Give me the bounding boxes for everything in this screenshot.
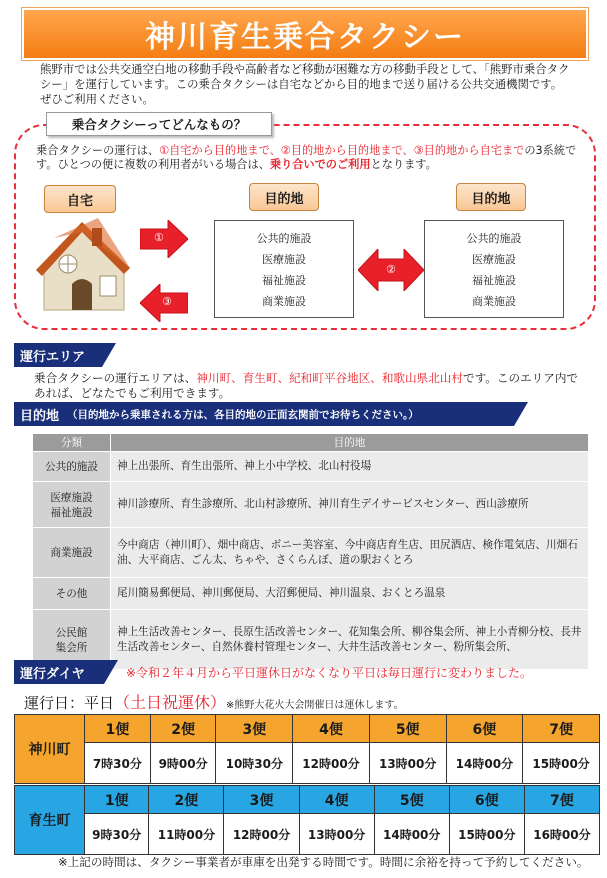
bin-header: 3便 <box>224 786 299 814</box>
route-1-label: ① <box>154 231 164 244</box>
departure-time: 9時30分 <box>85 814 149 855</box>
ikusei-schedule-table <box>14 785 600 855</box>
category-cell: 商業施設 <box>33 528 111 578</box>
destination-label-1: 目的地 <box>249 183 319 211</box>
schedule-heading <box>14 660 104 684</box>
operating-days-closed: （土日祝運休） <box>114 693 227 712</box>
departure-time: 11時00分 <box>149 814 224 855</box>
category-cell: その他 <box>33 578 111 610</box>
area-list: 神川町、育生町、紀和町平谷地区、和歌山県北山村 <box>196 371 463 385</box>
area-text-1: 乗合タクシーの運行エリアは、 <box>34 371 197 385</box>
destination-cell: 神上生活改善センター、長原生活改善センター、花知集会所、柳谷集会所、神上小青柳分校、長井生活改善センター、自然休養村管理センター、大井生活改善センター、粉所集会所、 <box>111 610 589 670</box>
departure-time: 9時00分 <box>150 743 216 784</box>
destination-cell: 尾川簡易郵便局、神川郵便局、大沼郵便局、神川温泉、おくとろ温泉 <box>111 578 589 610</box>
destination-cell: 今中商店（神川町）、畑中商店、ボニー美容室、今中商店育生店、田尻酒店、検作電気店、川畑石油、大平商店、ごん太、ちゃや、さくらんぼ、道の駅おくとろ <box>111 528 589 578</box>
category-cell: 公共的施設 <box>33 452 111 482</box>
destinations-subheading: （目的地から乗車される方は、各目的地の正面玄関前でお待ちください。） <box>67 408 419 421</box>
destinations-heading-text: 目的地 <box>20 408 60 424</box>
operating-days-label: 運行日：平日 <box>24 694 115 712</box>
column-header-category: 分類 <box>33 434 111 452</box>
schedule-note: ※令和２年４月から平日運休日がなくなり平日は毎日運行に変わりました。 <box>126 666 533 680</box>
departure-time: 13時00分 <box>299 814 374 855</box>
category-cell: 公民館 集会所 <box>33 610 111 670</box>
about-text-3: の3系統です。ひとつの便に複数の利用者がいる場合は、 <box>36 144 577 171</box>
destination-item: 商業施設 <box>262 294 306 308</box>
category-cell: 医療施設 福祉施設 <box>33 482 111 528</box>
bin-header: 7便 <box>524 786 599 814</box>
departure-time: 10時30分 <box>216 743 293 784</box>
bin-header: 3便 <box>216 715 293 743</box>
departure-time: 12時00分 <box>293 743 370 784</box>
route-1-arrow <box>140 220 188 258</box>
kamikawa-schedule-table <box>14 714 600 784</box>
area-heading-text: 運行エリア <box>20 349 86 365</box>
intro-text: 熊野市では公共交通空白地の移動手段や高齢者など移動が困難な方の移動手段として、「熊野市乗合タクシー」を運行しています。この乗合タクシーは自宅などから目的地まで送り届ける公共交通機関です。ぜひご利用ください。 <box>40 62 570 106</box>
bin-header: 2便 <box>150 715 216 743</box>
table-row <box>33 528 589 578</box>
departure-time: 13時00分 <box>369 743 446 784</box>
departure-time: 14時00分 <box>446 743 523 784</box>
bin-header: 1便 <box>85 715 151 743</box>
table-row <box>33 452 589 482</box>
route-3-label: ③ <box>162 295 172 308</box>
house-icon <box>34 218 132 318</box>
bin-header: 5便 <box>369 715 446 743</box>
page-title: 神川育生乗合タクシー <box>145 20 465 55</box>
destination-list-1 <box>214 220 354 318</box>
destination-item: 医療施設 <box>262 252 306 266</box>
route-2-label: ② <box>386 263 396 276</box>
bin-header: 2便 <box>149 786 224 814</box>
about-shared-ride: 乗り合いでのご利用 <box>269 158 371 171</box>
departure-time: 12時00分 <box>224 814 299 855</box>
destination-cell: 神川診療所、育生診療所、北山村診療所、神川育生デイサービスセンター、西山診療所 <box>111 482 589 528</box>
kamikawa-town-label: 神川町 <box>15 715 85 784</box>
departure-time: 15時00分 <box>523 743 600 784</box>
destinations-heading <box>14 402 514 426</box>
title-banner <box>22 8 588 60</box>
destination-item: 医療施設 <box>472 252 516 266</box>
departure-time: 16時00分 <box>524 814 599 855</box>
departure-time: 7時30分 <box>85 743 151 784</box>
bin-header: 1便 <box>85 786 149 814</box>
schedule-heading-text: 運行ダイヤ <box>20 666 85 682</box>
destinations-table <box>32 433 589 670</box>
about-text-5: となります。 <box>370 158 437 171</box>
schedule-footer: ※上記の時間は、タクシー事業者が車庫を出発する時間です。時間に余裕を持って予約してください。 <box>58 855 589 869</box>
table-row <box>33 482 589 528</box>
table-row <box>33 578 589 610</box>
operating-days <box>24 690 404 713</box>
area-text <box>34 371 582 401</box>
column-header-destination: 目的地 <box>111 434 589 452</box>
destination-item: 公共的施設 <box>466 231 522 245</box>
departure-time: 14時00分 <box>374 814 449 855</box>
destination-list-2 <box>424 220 564 318</box>
destination-item: 商業施設 <box>472 294 516 308</box>
bin-header: 6便 <box>446 715 523 743</box>
area-heading <box>14 343 102 367</box>
bin-header: 4便 <box>293 715 370 743</box>
about-routes: ①自宅から目的地まで、②目的地から目的地まで、③目的地から自宅まで <box>159 144 525 157</box>
home-label: 自宅 <box>44 185 116 213</box>
departure-time: 15時00分 <box>449 814 524 855</box>
about-text-1: 乗合タクシーの運行は、 <box>36 144 160 157</box>
about-text <box>36 144 581 172</box>
operating-days-note: ※熊野大花火大会開催日は運休します。 <box>226 700 404 711</box>
about-heading: 乗合タクシーってどんなもの？ <box>46 112 272 136</box>
destination-cell: 神上出張所、育生出張所、神上小中学校、北山村役場 <box>111 452 589 482</box>
bin-header: 7便 <box>523 715 600 743</box>
destination-item: 福祉施設 <box>472 273 516 287</box>
area-text-3: です。このエリア内であれば、どなたでもご利用できます。 <box>34 371 579 400</box>
ikusei-town-label: 育生町 <box>15 786 85 855</box>
destination-item: 福祉施設 <box>262 273 306 287</box>
bin-header: 6便 <box>449 786 524 814</box>
destination-item: 公共的施設 <box>256 231 312 245</box>
bin-header: 5便 <box>374 786 449 814</box>
bin-header: 4便 <box>299 786 374 814</box>
destination-label-2: 目的地 <box>456 183 526 211</box>
